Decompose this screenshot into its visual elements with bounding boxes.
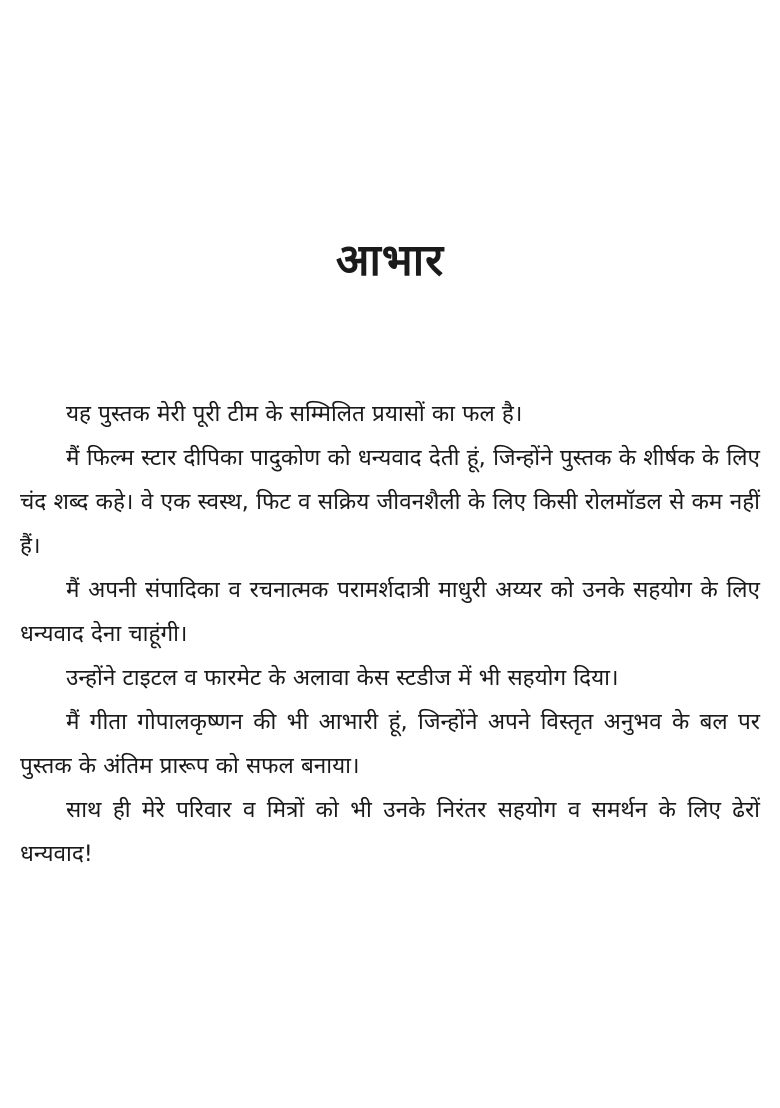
- acknowledgement-body: [20, 392, 760, 876]
- paragraph: मैं अपनी संपादिका व रचनात्मक परामर्शदात्री माधुरी अय्यर को उनके सहयोग के लिए धन्यवाद देना चाहूंगी।: [20, 577, 760, 647]
- paragraph: साथ ही मेरे परिवार व मित्रों को भी उनके निरंतर सहयोग व समर्थन के लिए ढेरों धन्यवाद!: [20, 797, 760, 867]
- paragraph: उन्होंने टाइटल व फारमेट के अलावा केस स्टडीज में भी सहयोग दिया।: [66, 665, 619, 691]
- page-title: आभार: [335, 235, 445, 286]
- paragraph: मैं गीता गोपालकृष्णन की भी आभारी हूं, जिन्होंने अपने विस्तृत अनुभव के बल पर पुस्तक के अंतिम प्रारूप को सफल बनाया।: [20, 709, 760, 779]
- paragraph: यह पुस्तक मेरी पूरी टीम के सम्मिलित प्रयासों का फल है।: [66, 401, 523, 427]
- paragraph: मैं फिल्म स्टार दीपिका पादुकोण को धन्यवाद देती हूं, जिन्होंने पुस्तक के शीर्षक के लिए चंद शब्द कहे। वे एक स्वस्थ, फिट व सक्रिय जीवनशैली के लिए किसी रोलमॉडल से कम नहीं हैं।: [20, 445, 760, 559]
